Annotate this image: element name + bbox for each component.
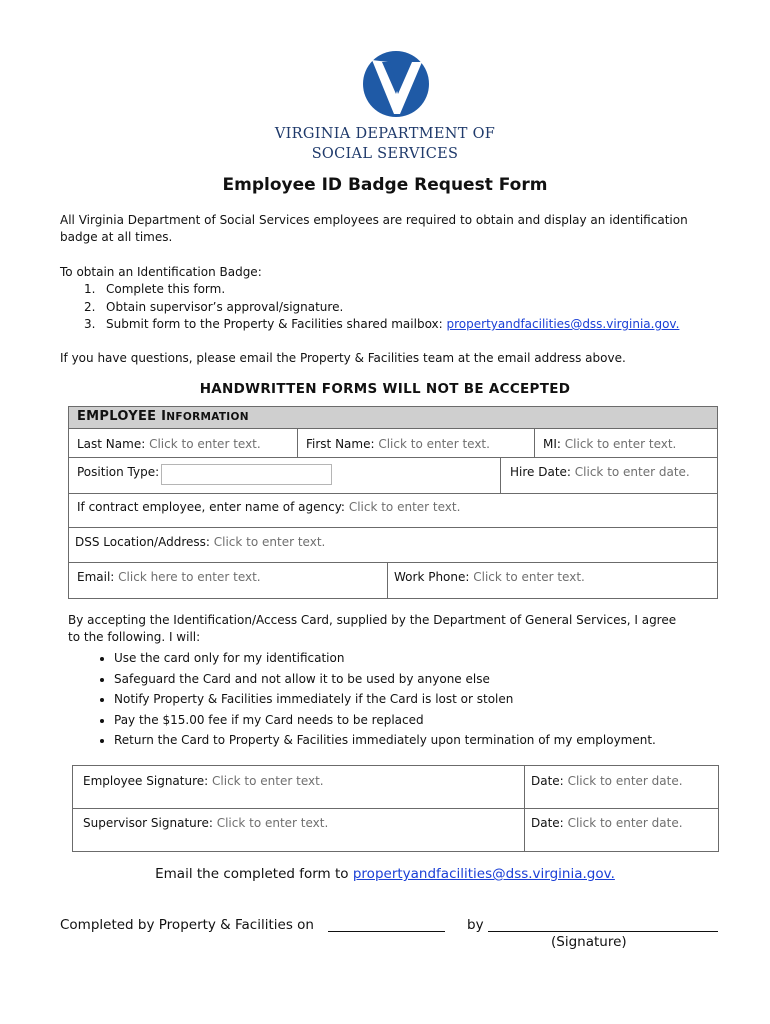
list-item: • Use the card only for my identification	[114, 650, 656, 666]
list-item: • Safeguard the Card and not allow it to be used by anyone else	[114, 671, 656, 687]
step-item: 2. Obtain supervisor’s approval/signature.	[84, 299, 344, 314]
mailbox-link[interactable]: propertyandfacilities@dss.virginia.gov.	[446, 317, 680, 331]
work-phone-field[interactable]: Work Phone: Click to enter text.	[394, 570, 585, 584]
contract-agency-field[interactable]: If contract employee, enter name of agency: Click to enter text.	[77, 500, 461, 514]
completed-by-label: Completed by Property & Facilities on	[60, 917, 314, 933]
step-item: 3. Submit form to the Property & Facilities shared mailbox: propertyandfacilities@dss.virginia.gov.	[84, 317, 680, 331]
by-label: by	[467, 917, 484, 933]
steps-list	[84, 281, 679, 334]
warning-heading: HANDWRITTEN FORMS WILL NOT BE ACCEPTED	[199, 381, 571, 397]
steps-heading: To obtain an Identification Badge:	[60, 265, 262, 279]
hire-date-field[interactable]: Hire Date: Click to enter date.	[510, 465, 690, 479]
list-item: • Notify Property & Facilities immediately if the Card is lost or stolen	[114, 691, 656, 707]
employee-info-table	[68, 428, 718, 599]
pf-signature-line[interactable]	[488, 931, 718, 932]
virginia-v-logo-icon	[360, 48, 432, 120]
footer-email-link[interactable]: propertyandfacilities@dss.virginia.gov.	[352, 866, 615, 882]
email-instruction: Email the completed form to propertyandfacilities@dss.virginia.gov.	[155, 866, 615, 882]
position-type-label: Position Type:	[77, 465, 160, 479]
agency-name-line2: SOCIAL SERVICES	[311, 146, 459, 162]
supervisor-signature-field[interactable]: Supervisor Signature: Click to enter text.	[83, 816, 329, 830]
page-title: Employee ID Badge Request Form	[222, 175, 548, 195]
employee-signature-field[interactable]: Employee Signature: Click to enter text.	[83, 774, 324, 788]
employee-information-header: EMPLOYEE INFORMATION	[68, 406, 718, 429]
agreement-intro: By accepting the Identification/Access Card, supplied by the Department of General Services, I agree to the following. I will:	[68, 613, 677, 644]
intro-paragraph: All Virginia Department of Social Services employees are required to obtain and display an identification badge at all times.	[60, 213, 688, 244]
position-type-input[interactable]	[161, 464, 332, 485]
completed-date-line[interactable]	[328, 931, 445, 932]
first-name-field[interactable]: First Name: Click to enter text.	[306, 437, 490, 451]
list-item: • Return the Card to Property & Facilities immediately upon termination of my employment.	[114, 732, 656, 748]
dss-location-field[interactable]: DSS Location/Address: Click to enter text.	[75, 535, 326, 549]
employee-signature-date-field[interactable]: Date: Click to enter date.	[531, 774, 683, 788]
signatures-table	[72, 765, 719, 852]
agreement-list	[72, 650, 656, 753]
supervisor-signature-date-field[interactable]: Date: Click to enter date.	[531, 816, 683, 830]
mi-field[interactable]: MI: Click to enter text.	[543, 437, 677, 451]
last-name-field[interactable]: Last Name: Click to enter text.	[77, 437, 261, 451]
step-item: 1. Complete this form.	[84, 282, 226, 296]
agency-name-line1: VIRGINIA DEPARTMENT OF	[274, 126, 496, 142]
questions-paragraph: If you have questions, please email the Property & Facilities team at the email address above.	[60, 351, 626, 365]
signature-caption: (Signature)	[551, 934, 627, 950]
list-item: • Pay the $15.00 fee if my Card needs to be replaced	[114, 712, 656, 728]
email-field[interactable]: Email: Click here to enter text.	[77, 570, 261, 584]
